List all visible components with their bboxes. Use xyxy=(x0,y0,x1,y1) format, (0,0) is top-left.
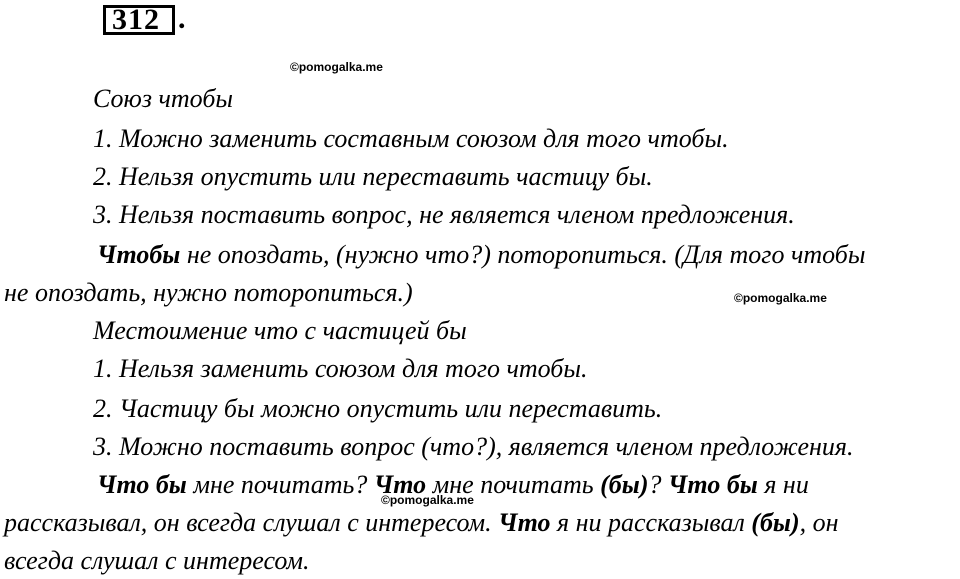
exercise-number xyxy=(103,5,175,35)
bold-word: (бы) xyxy=(751,508,800,537)
example-text: , он xyxy=(799,508,839,537)
section1-example-line-2: не опоздать, нужно поторопиться.) xyxy=(4,278,413,307)
exercise-number-text: 312 xyxy=(112,3,160,36)
watermark: ©pomogalka.me xyxy=(290,60,383,74)
example-text: я ни рассказывал xyxy=(550,508,752,537)
example-text: рассказывал, он всегда слушал с интересом. xyxy=(4,508,499,537)
section2-item-1: 1. Нельзя заменить союзом для того чтобы. xyxy=(93,354,588,383)
bold-word: Что xyxy=(498,508,551,537)
section1-title: Союз чтобы xyxy=(93,84,234,113)
example-text: я ни xyxy=(757,470,809,499)
example-text: ? xyxy=(648,470,668,499)
section2-example-line-3: всегда слушал с интересом. xyxy=(4,546,310,575)
section1-example-line-1 xyxy=(97,240,865,270)
bold-word: Что бы xyxy=(97,470,187,499)
bold-word: Чтобы xyxy=(97,240,181,269)
section2-item-2: 2. Частицу бы можно опустить или переставить. xyxy=(93,394,663,423)
section1-item-3: 3. Нельзя поставить вопрос, не является членом предложения. xyxy=(93,200,795,229)
example-text: мне почитать? xyxy=(186,470,374,499)
section1-item-1: 1. Можно заменить составным союзом для того чтобы. xyxy=(93,124,729,153)
section2-example-line-2 xyxy=(4,508,839,538)
section2-example-line-1 xyxy=(97,470,809,500)
watermark: ©pomogalka.me xyxy=(381,493,474,507)
watermark: ©pomogalka.me xyxy=(734,291,827,305)
bold-word: Что xyxy=(373,470,427,499)
exercise-number-dot: . xyxy=(178,2,186,35)
example-text: мне почитать xyxy=(426,470,601,499)
section2-title: Местоимение что с частицей бы xyxy=(93,316,467,345)
section1-item-2: 2. Нельзя опустить или переставить частицу бы. xyxy=(93,162,653,191)
section2-item-3: 3. Можно поставить вопрос (что?), является членом предложения. xyxy=(93,432,854,461)
bold-word: (бы) xyxy=(600,470,649,499)
bold-word: Что бы xyxy=(667,470,758,499)
example-text: не опоздать, (нужно что?) поторопиться. (Для того чтобы xyxy=(180,240,866,269)
